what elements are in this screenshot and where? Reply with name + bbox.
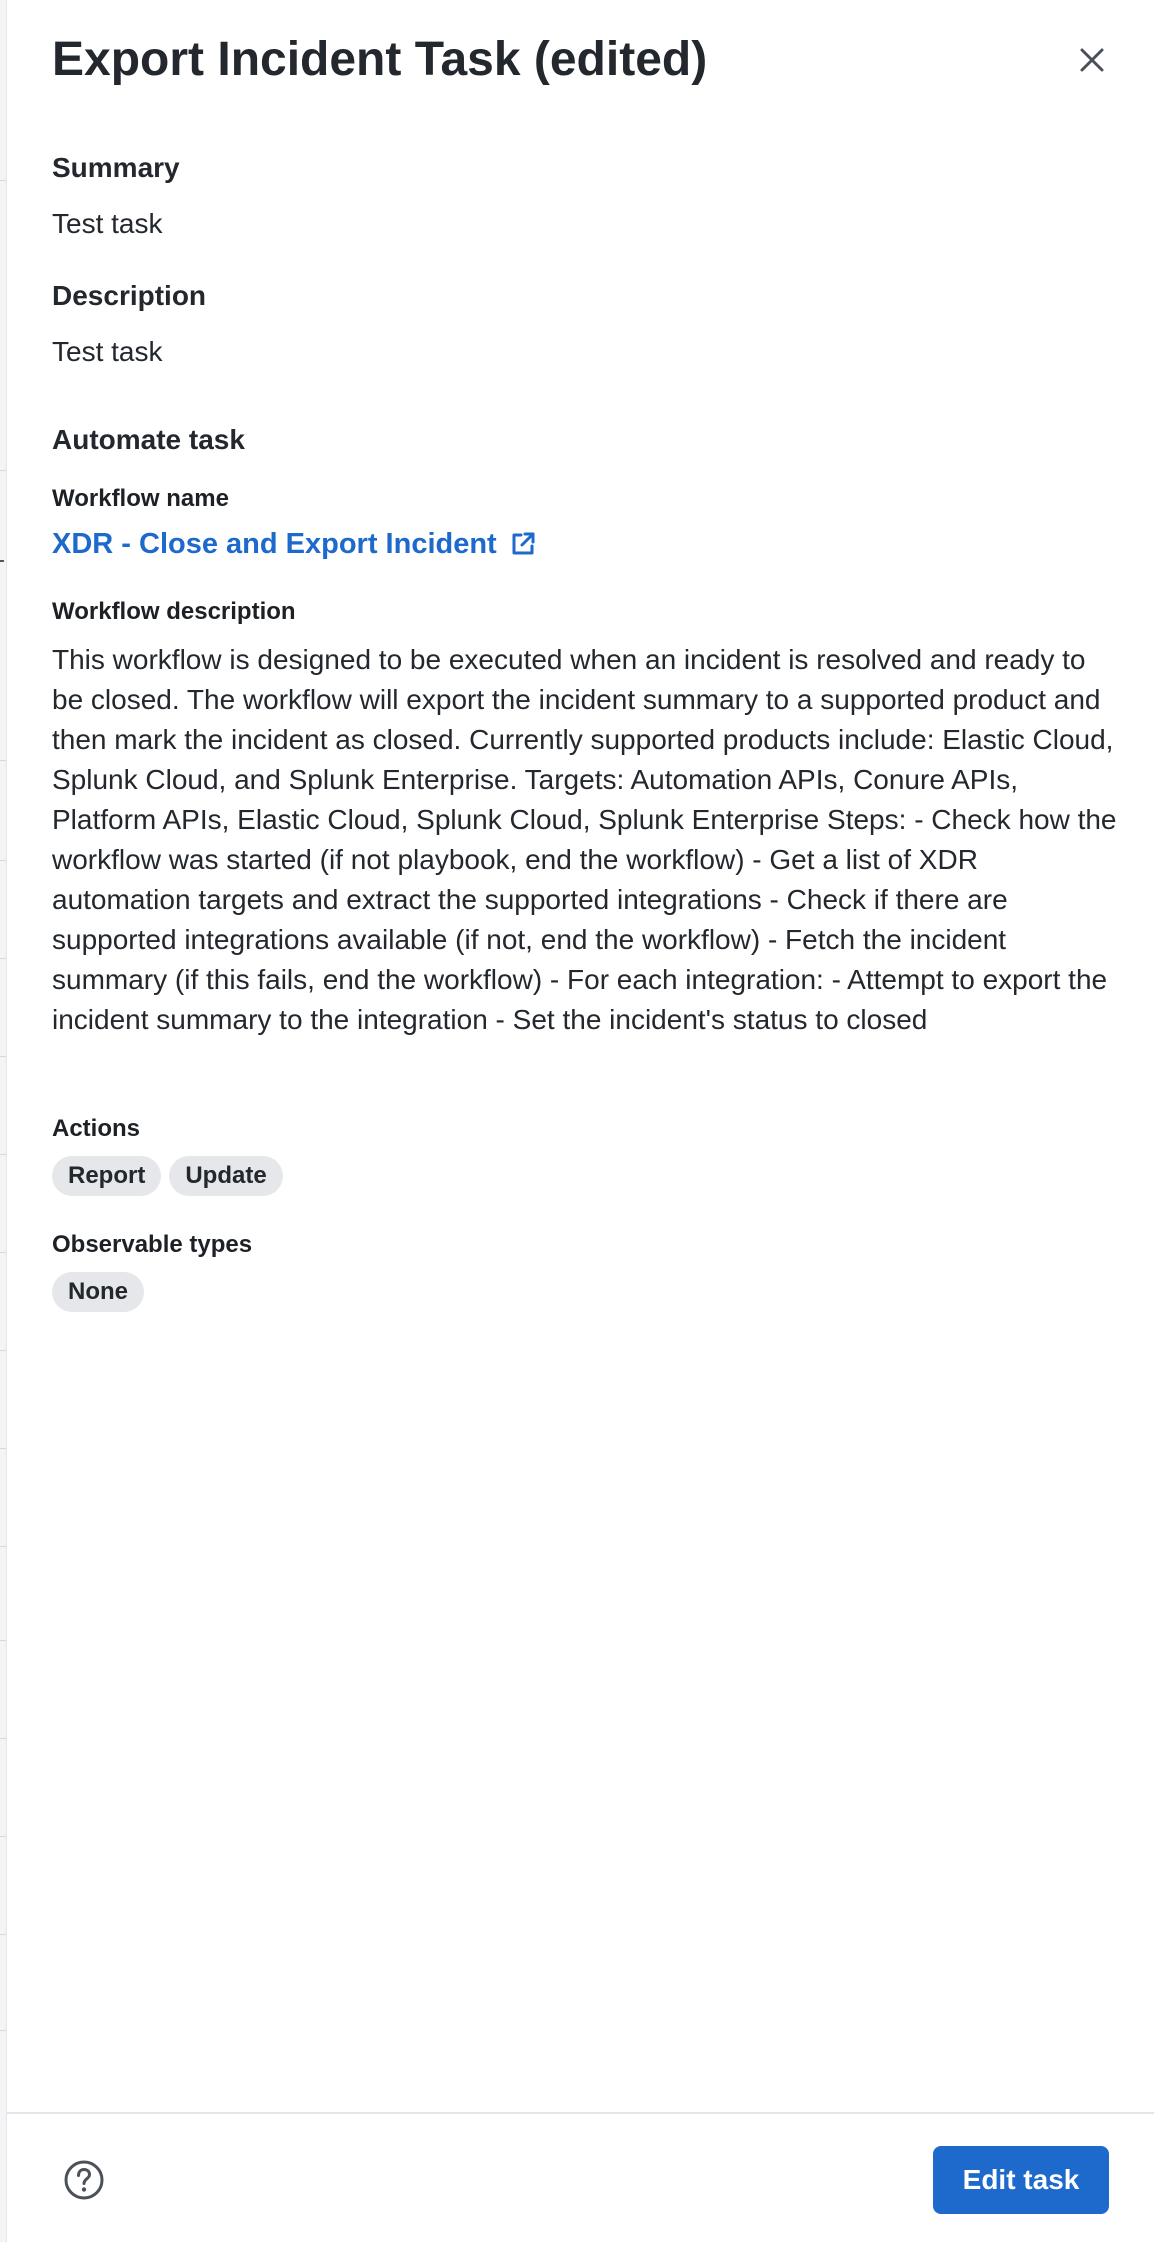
panel-footer: [7, 2112, 1154, 2242]
external-link-icon: [509, 530, 537, 558]
close-icon: [1079, 47, 1105, 73]
workflow-description-text: This workflow is designed to be executed when an incident is resolved and ready to be closed. The workflow will export the incident summary to a supported product and then mark the incident as closed. Currently supported products include: Elastic Cloud, Splunk Cloud, and Splunk Enterprise. Targets: Automation APIs, Conure APIs, Platform APIs, Elastic Cloud, Splunk Cloud, Splunk Enterprise Steps: - Check how the workflow was started (if not playbook, end the workflow) - Get a list of XDR automation targets and extract the supported integrations - Check if there are supported integrations available (if not, end the workflow) - Fetch the incident summary (if this fails, end the workflow) - For each integration: - Attempt to export the incident summary to the integration - Set the incident's status to closed: [52, 644, 1117, 1035]
action-chip-update: Update: [169, 1156, 282, 1196]
observable-type-chip-none: None: [52, 1272, 144, 1312]
workflow-name-text: XDR - Close and Export Incident: [52, 528, 497, 560]
workflow-description-label: Workflow description: [52, 598, 296, 625]
actions-label: Actions: [52, 1115, 141, 1142]
summary-value: Test task: [52, 208, 163, 239]
workflow-name-label: Workflow name: [52, 485, 229, 512]
workflow-name-link[interactable]: [52, 525, 537, 563]
description-value: Test task: [52, 336, 163, 367]
help-circle-icon: [63, 2159, 105, 2201]
close-button[interactable]: [1072, 40, 1112, 80]
observable-types-chip-list: [52, 1272, 144, 1312]
summary-label: Summary: [52, 152, 180, 183]
help-button[interactable]: [62, 2158, 106, 2202]
actions-chip-list: [52, 1156, 283, 1196]
task-detail-panel: [7, 0, 1154, 2242]
automate-task-heading: Automate task: [52, 424, 245, 455]
panel-title: Export Incident Task (edited): [52, 33, 708, 86]
background-edge: [0, 0, 7, 2242]
action-chip-report: Report: [52, 1156, 161, 1196]
description-label: Description: [52, 280, 207, 311]
edit-task-button[interactable]: Edit task: [933, 2146, 1109, 2214]
observable-types-label: Observable types: [52, 1231, 253, 1258]
